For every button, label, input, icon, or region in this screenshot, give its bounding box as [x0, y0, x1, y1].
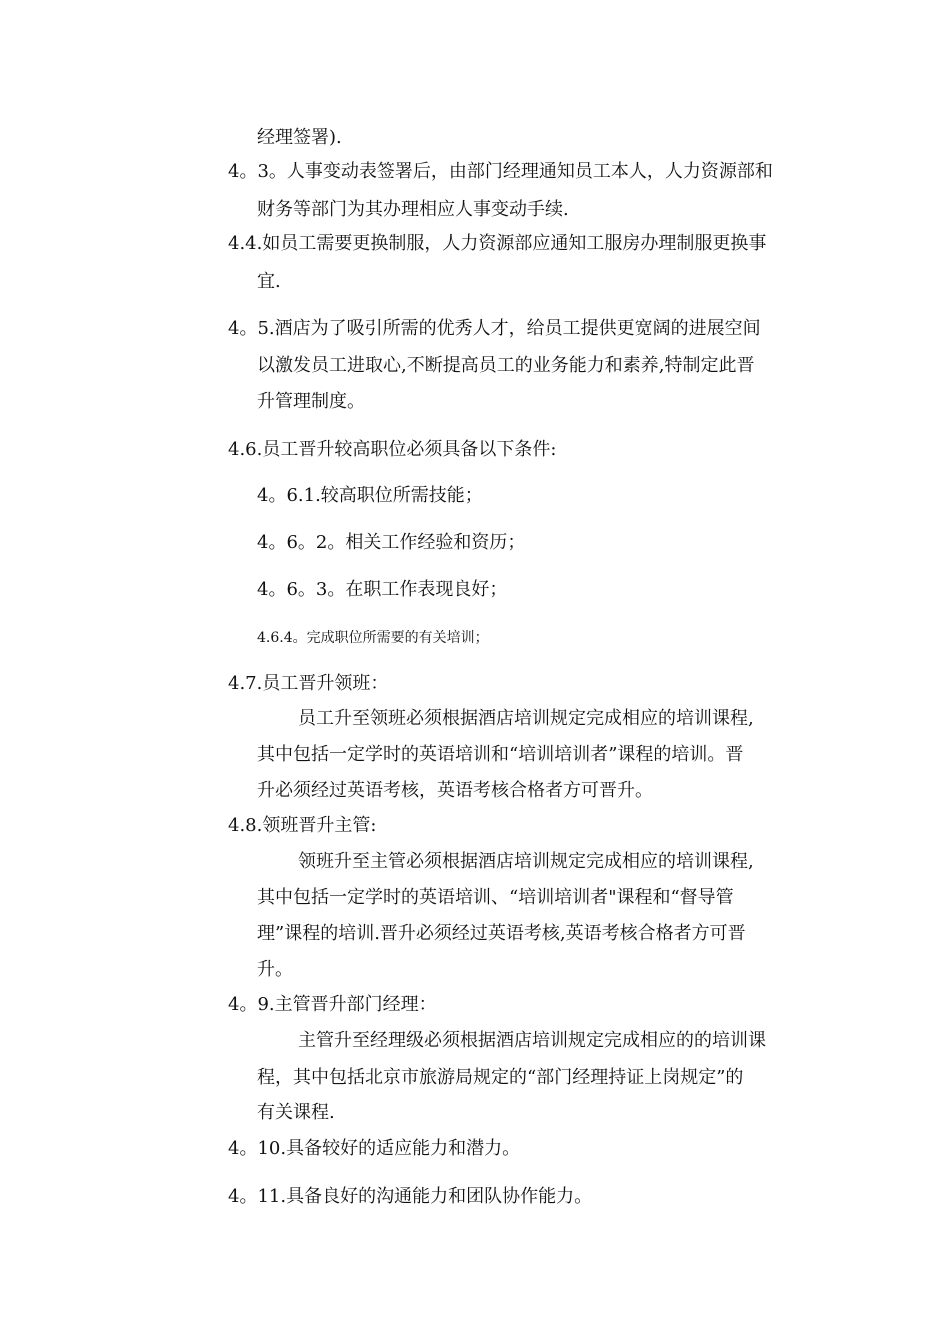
text-line: 4。5.酒店为了吸引所需的优秀人才，给员工提供更宽阔的进展空间	[228, 318, 761, 339]
text-line: 有关课程.	[257, 1102, 335, 1123]
text-line: 4。6.1.较高职位所需技能；	[257, 485, 483, 506]
text-line: 4。10.具备较好的适应能力和潜力。	[228, 1138, 521, 1159]
text-line: 以激发员工进取心,不断提高员工的业务能力和素养,特制定此晋	[257, 355, 755, 376]
text-line: 4。9.主管晋升部门经理：	[228, 994, 437, 1015]
text-line: 经理签署).	[257, 127, 342, 148]
text-line: 主管升至经理级必须根据酒店培训规定完成相应的的培训课	[298, 1030, 766, 1051]
text-line: 其中包括一定学时的英语培训、“培训培训者"课程和“督导管	[257, 887, 734, 908]
text-line: 升必须经过英语考核，英语考核合格者方可晋升。	[257, 780, 653, 801]
text-line: 4.6.员工晋升较高职位必须具备以下条件:	[228, 439, 557, 460]
text-line: 4。11.具备良好的沟通能力和团队协作能力。	[228, 1186, 593, 1207]
text-line: 4。3。人事变动表签署后，由部门经理通知员工本人，人力资源部和	[228, 161, 773, 182]
text-line: 4.8.领班晋升主管:	[228, 815, 377, 836]
text-line: 4。6。3。在职工作表现良好；	[257, 579, 508, 600]
text-line: 其中包括一定学时的英语培训和“培训培训者”课程的培训。晋	[257, 744, 744, 765]
text-line: 升。	[257, 959, 293, 980]
text-line: 宜.	[257, 271, 281, 292]
text-line: 4.4.如员工需要更换制服，人力资源部应通知工服房办理制服更换事	[228, 233, 767, 254]
text-line: 财务等部门为其办理相应人事变动手续.	[257, 199, 569, 220]
text-line: 4.7.员工晋升领班：	[228, 673, 389, 694]
text-line: 程，其中包括北京市旅游局规定的“部门经理持证上岗规定”的	[257, 1067, 744, 1088]
text-line: 4。6。2。相关工作经验和资历；	[257, 532, 526, 553]
text-line: 员工升至领班必须根据酒店培训规定完成相应的培训课程,	[298, 708, 754, 729]
text-line: 领班升至主管必须根据酒店培训规定完成相应的培训课程,	[298, 851, 754, 872]
text-line: 4.6.4。完成职位所需要的有关培训；	[257, 630, 489, 646]
text-line: 理”课程的培训.晋升必须经过英语考核,英语考核合格者方可晋	[257, 923, 746, 944]
text-line: 升管理制度。	[257, 391, 365, 412]
